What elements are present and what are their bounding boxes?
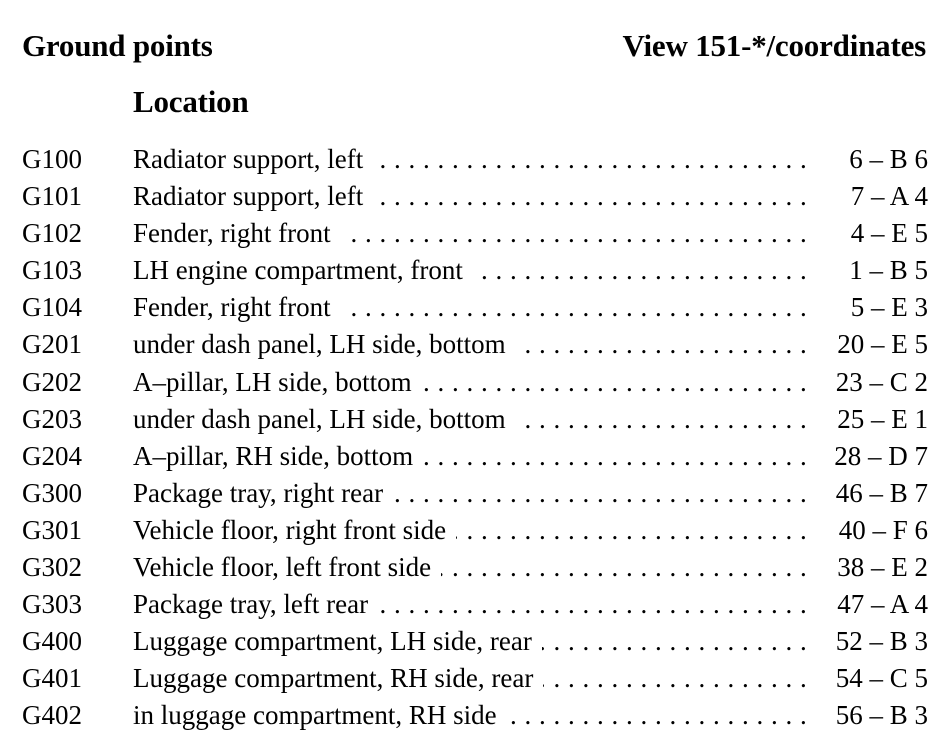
ground-point-coordinate: 1 – B 5 (849, 255, 928, 286)
ground-point-code: G203 (22, 403, 82, 434)
ground-point-location-cell (133, 623, 813, 660)
ground-point-location-cell (133, 252, 813, 289)
ground-point-location-cell (133, 215, 813, 252)
ground-point-location-cell (133, 549, 813, 586)
ground-point-code: G103 (22, 255, 82, 286)
page-title: Ground points (22, 28, 213, 63)
ground-point-coordinate: 23 – C 2 (835, 366, 928, 397)
table-row (22, 364, 928, 401)
ground-point-location: Radiator support, left (133, 181, 373, 211)
ground-point-location: in luggage compartment, RH side (133, 700, 507, 730)
ground-point-code: G204 (22, 440, 82, 471)
ground-point-location: Fender, right front (133, 292, 341, 322)
ground-point-location: A–pillar, RH side, bottom (133, 441, 423, 471)
ground-point-coordinate: 28 – D 7 (834, 440, 928, 471)
ground-point-code: G402 (22, 700, 82, 731)
ground-point-code: G101 (22, 181, 82, 212)
ground-point-location: LH engine compartment, front (133, 255, 473, 285)
ground-point-location: Vehicle floor, left front side (133, 552, 441, 582)
ground-point-code: G104 (22, 292, 82, 323)
ground-point-location-cell (133, 401, 813, 438)
ground-point-coordinate: 5 – E 3 (850, 292, 928, 323)
ground-point-location-cell (133, 697, 813, 734)
ground-point-code: G300 (22, 477, 82, 508)
ground-point-coordinate: 46 – B 7 (835, 477, 928, 508)
ground-point-location-cell (133, 512, 813, 549)
ground-point-coordinate: 52 – B 3 (835, 626, 928, 657)
ground-point-location: Radiator support, left (133, 144, 373, 174)
ground-point-location: Package tray, left rear (133, 589, 378, 619)
ground-point-code: G102 (22, 218, 82, 249)
ground-point-location: A–pillar, LH side, bottom (133, 367, 422, 397)
ground-point-location-cell (133, 660, 813, 697)
ground-point-coordinate: 6 – B 6 (849, 144, 928, 174)
ground-point-code: G100 (22, 144, 82, 174)
table-row (22, 623, 928, 660)
ground-point-coordinate: 4 – E 5 (850, 218, 928, 249)
table-row (22, 660, 928, 697)
ground-point-location-cell (133, 438, 813, 475)
ground-point-location-cell (133, 178, 813, 215)
ground-point-location-cell (133, 289, 813, 326)
ground-point-location: Package tray, right rear (133, 478, 393, 508)
ground-point-location-cell (133, 364, 813, 401)
table-row (22, 289, 928, 326)
ground-point-location: under dash panel, LH side, bottom (133, 404, 516, 434)
table-row (22, 697, 928, 734)
ground-point-code: G302 (22, 552, 82, 583)
ground-point-code: G301 (22, 514, 82, 545)
table-row (22, 586, 928, 623)
ground-point-coordinate: 40 – F 6 (838, 514, 928, 545)
ground-point-location: Luggage compartment, RH side, rear (133, 663, 543, 693)
ground-point-location-cell (133, 475, 813, 512)
view-coordinates-title: View 151-*/coordinates (622, 28, 926, 63)
table-row (22, 178, 928, 215)
table-row (22, 141, 928, 178)
ground-point-coordinate: 56 – B 3 (835, 700, 928, 731)
ground-point-coordinate: 54 – C 5 (835, 663, 928, 694)
ground-point-code: G401 (22, 663, 82, 694)
ground-point-coordinate: 38 – E 2 (837, 552, 928, 583)
ground-point-location: under dash panel, LH side, bottom (133, 329, 516, 359)
ground-point-code: G202 (22, 366, 82, 397)
table-row (22, 549, 928, 586)
ground-point-location-cell (133, 586, 813, 623)
table-row (22, 326, 928, 363)
ground-point-coordinate: 25 – E 1 (837, 403, 928, 434)
table-row (22, 475, 928, 512)
ground-point-location: Luggage compartment, LH side, rear (133, 626, 542, 656)
ground-point-location-cell (133, 326, 813, 363)
table-row (22, 252, 928, 289)
ground-point-coordinate: 20 – E 5 (837, 329, 928, 360)
table-row (22, 215, 928, 252)
table-row (22, 438, 928, 475)
ground-point-code: G303 (22, 589, 82, 620)
ground-point-code: G201 (22, 329, 82, 360)
ground-point-coordinate: 7 – A 4 (850, 181, 928, 212)
ground-point-location: Vehicle floor, right front side (133, 515, 456, 545)
ground-point-location: Fender, right front (133, 218, 341, 248)
ground-point-location-cell (133, 141, 813, 178)
table-row (22, 401, 928, 438)
ground-points-table (22, 141, 928, 735)
location-column-heading: Location (133, 84, 249, 119)
table-row (22, 512, 928, 549)
ground-point-coordinate: 47 – A 4 (837, 589, 928, 620)
ground-point-code: G400 (22, 626, 82, 657)
